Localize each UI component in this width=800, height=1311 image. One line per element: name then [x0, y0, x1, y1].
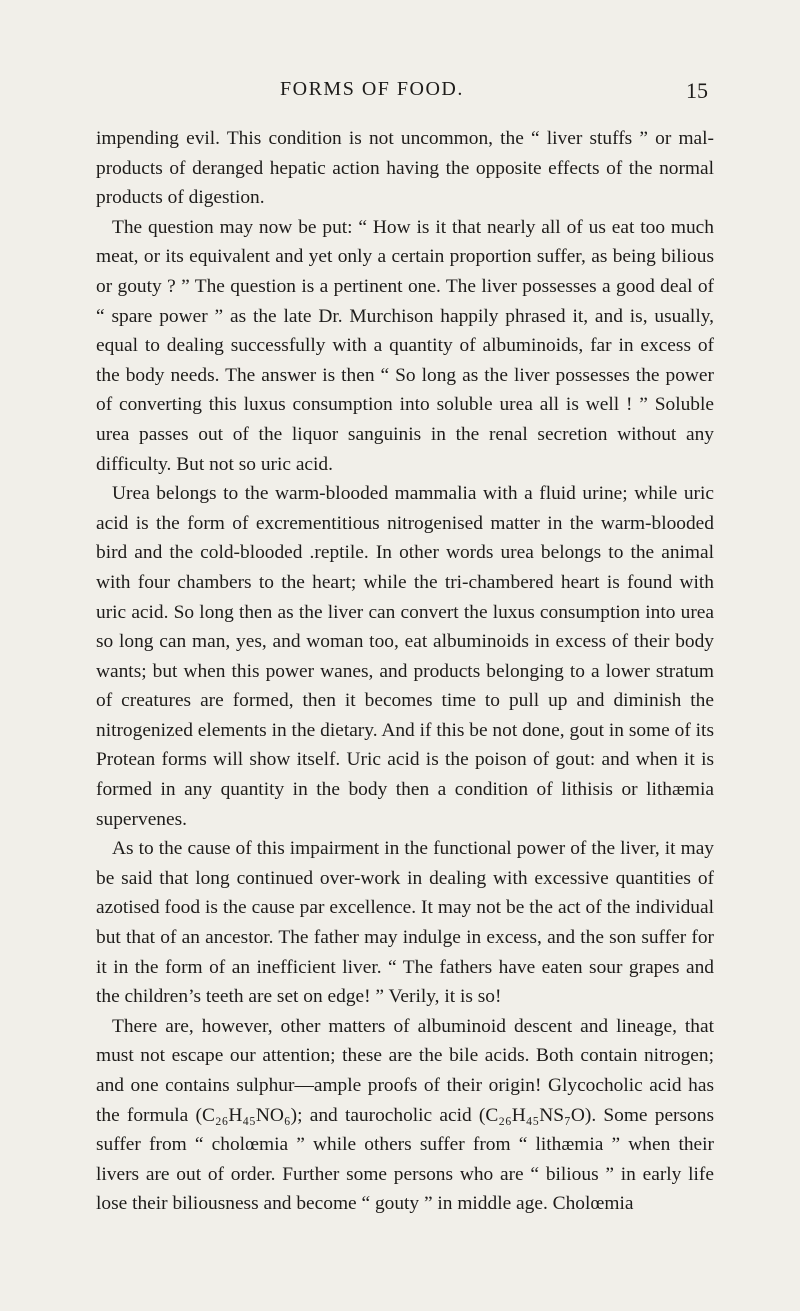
- paragraph: The question may now be put: “ How is it that nearly all of us eat too much meat, or its equivalent and yet only a certain proportion suffer, as being bilious or gouty ? ” The question is a pertinent one. The liver possesses a good deal of “ spare power ” as the late Dr. Murchison happily phrased it, and is, usually, equal to dealing successfully with a quantity of albuminoids, far in excess of the body needs. The answer is then “ So long as the liver possesses the power of converting this luxus consumption into soluble urea all is well ! ” Soluble urea passes out of the liquor sanguinis in the renal secretion without any difficulty. But not so uric acid.: [96, 216, 714, 475]
- paragraph: As to the cause of this impairment in the functional power of the liver, it may be said that long continued over-work in dealing with excessive quantities of azotised food is the cause par excellence. It may not be the act of the individual but that of an ancestor. The father may indulge in excess, and the son suffer for it in the form of an inefficient liver. “ The fathers have eaten sour grapes and the children’s teeth are set on edge! ” Verily, it is so!: [96, 838, 714, 1008]
- paragraph: Urea belongs to the warm-blooded mammalia with a fluid urine; while uric acid is the form of excrementitious nitrogenised matter in the warm-blooded bird and the cold-blooded .reptile. In other words urea belongs to the animal with four chambers to the heart; while the tri-chambered heart is found with uric acid. So long then as the liver can convert the luxus consumption into urea so long can man, yes, and woman too, eat albuminoids in excess of their body wants; but when this power wanes, and products belonging to a lower stratum of creatures are formed, then it becomes time to pull up and diminish the nitrogenized elements in the dietary. And if this be not done, gout in some of its Protean forms will show itself. Uric acid is the poison of gout: and when it is formed in any quantity in the body then a condition of lithisis or lithæmia supervenes.: [96, 483, 714, 830]
- running-head: [0, 78, 800, 104]
- paragraph: impending evil. This condition is not uncommon, the “ liver stuffs ” or mal-products of deranged hepatic action having the opposite effects of the normal products of digestion.: [96, 128, 714, 209]
- paragraph: There are, however, other matters of albuminoid descent and lineage, that must not escape our attention; these are the bile acids. Both contain nitrogen; and one contains sulphur—ample proofs of their origin! Glycocholic acid has the formula (C₂₆H₄₅NO₆); and taurocholic acid (C₂₆H₄₅NS₇O). Some persons suffer from “ cholœmia ” while others suffer from “ lithæmia ” when their livers are out of order. Further some persons who are “ bilious ” in early life lose their biliousness and become “ gouty ” in middle age. Cholœmia: [96, 1015, 714, 1215]
- body-text: [96, 124, 714, 1219]
- page-number: 15: [686, 78, 708, 103]
- running-head-title: FORMS OF FOOD.: [280, 78, 464, 100]
